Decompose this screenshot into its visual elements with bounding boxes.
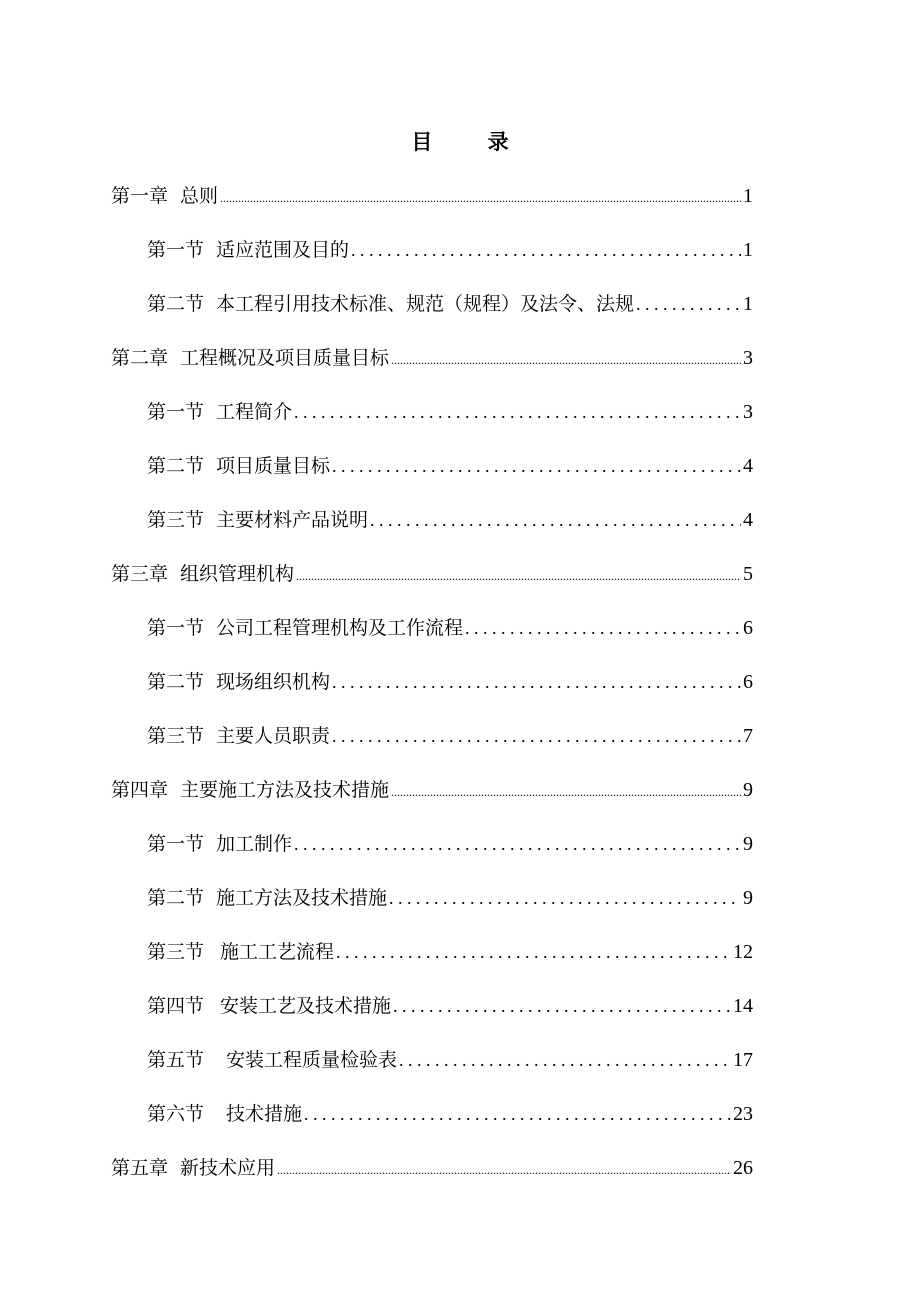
toc-dot-leader [294, 398, 741, 426]
toc-entry-text: 技术措施 [226, 1103, 303, 1125]
toc-entry-section[interactable] [147, 1100, 753, 1128]
toc-entry-section[interactable] [147, 1046, 753, 1074]
toc-dot-leader [636, 290, 741, 318]
toc-entry-text: 现场组织机构 [216, 671, 331, 693]
toc-entry-section[interactable] [147, 398, 753, 426]
toc-entry-text: 主要人员职责 [216, 725, 331, 747]
toc-dot-leader [389, 884, 741, 912]
toc-entry-page: 1 [743, 185, 753, 207]
toc-entry-text: 项目质量目标 [216, 455, 331, 477]
toc-entry-text: 施工工艺流程 [220, 941, 335, 963]
toc-title: 目 录 [411, 129, 533, 154]
toc-dot-leader [336, 938, 731, 966]
toc-entry-text: 安装工艺及技术措施 [220, 995, 392, 1017]
toc-entry-section[interactable] [147, 884, 753, 912]
toc-entry-chapter[interactable] [111, 776, 753, 804]
toc-entry-section[interactable] [147, 506, 753, 534]
toc-entry-section[interactable] [147, 668, 753, 696]
toc-entry-page: 9 [743, 833, 753, 855]
toc-dot-leader [370, 506, 741, 534]
toc-dot-leader [399, 1046, 731, 1074]
toc-entry-text: 加工制作 [216, 833, 293, 855]
toc-entry-page: 1 [743, 293, 753, 315]
toc-entry-text: 工程概况及项目质量目标 [180, 347, 390, 369]
toc-entry-section[interactable] [147, 938, 753, 966]
toc-entry-text: 总则 [180, 185, 219, 207]
toc-dot-leader [391, 346, 741, 374]
toc-entry-label: 第三节 [147, 509, 205, 531]
toc-entry-page: 26 [733, 1157, 753, 1179]
toc-dot-leader [277, 1156, 731, 1184]
toc-entry-page: 3 [743, 401, 753, 423]
toc-entry-label: 第二节 [147, 671, 205, 693]
toc-dot-leader [391, 778, 741, 806]
toc-entry-label: 第三节 [147, 941, 205, 963]
toc-entry-chapter[interactable] [111, 182, 753, 210]
toc-entry-page: 3 [743, 347, 753, 369]
toc-entry-page: 6 [743, 617, 753, 639]
toc-entry-chapter[interactable] [111, 1154, 753, 1182]
toc-dot-leader [220, 184, 741, 212]
toc-entry-label: 第四节 [147, 995, 205, 1017]
toc-entry-label: 第一节 [147, 617, 205, 639]
toc-entry-text: 新技术应用 [180, 1157, 276, 1179]
toc-entry-page: 9 [743, 779, 753, 801]
toc-entry-section[interactable] [147, 830, 753, 858]
toc-dot-leader [332, 722, 741, 750]
toc-entry-label: 第一章 [111, 185, 169, 207]
toc-entry-page: 17 [733, 1049, 753, 1071]
toc-entry-label: 第二节 [147, 293, 205, 315]
toc-entry-text: 公司工程管理机构及工作流程 [216, 617, 464, 639]
toc-entry-label: 第二节 [147, 455, 205, 477]
toc-entry-text: 安装工程质量检验表 [226, 1049, 398, 1071]
toc-entry-label: 第二章 [111, 347, 169, 369]
toc-entry-section[interactable] [147, 992, 753, 1020]
toc-entry-label: 第六节 [147, 1103, 205, 1125]
toc-dot-leader [332, 452, 741, 480]
toc-entry-page: 1 [743, 239, 753, 261]
toc-entry-label: 第五章 [111, 1157, 169, 1179]
toc-entry-section[interactable] [147, 722, 753, 750]
toc-dot-leader [393, 992, 731, 1020]
toc-dot-leader [296, 562, 741, 590]
toc-entry-text: 适应范围及目的 [216, 239, 350, 261]
toc-entry-chapter[interactable] [111, 344, 753, 372]
toc-entry-section[interactable] [147, 614, 753, 642]
toc-entry-label: 第二节 [147, 887, 205, 909]
toc-entry-page: 9 [743, 887, 753, 909]
toc-entry-text: 工程简介 [216, 401, 293, 423]
toc-entry-page: 23 [733, 1103, 753, 1125]
toc-entry-label: 第五节 [147, 1049, 205, 1071]
toc-dot-leader [294, 830, 741, 858]
toc-entry-text: 主要材料产品说明 [216, 509, 369, 531]
toc-dot-leader [304, 1100, 731, 1128]
toc-entry-page: 4 [743, 455, 753, 477]
toc-entry-label: 第一节 [147, 401, 205, 423]
toc-entry-label: 第四章 [111, 779, 169, 801]
toc-entry-page: 14 [733, 995, 753, 1017]
toc-dot-leader [465, 614, 741, 642]
toc-entry-page: 6 [743, 671, 753, 693]
toc-entry-text: 本工程引用技术标准、规范（规程）及法令、法规 [216, 293, 635, 315]
toc-entry-label: 第三节 [147, 725, 205, 747]
toc-entry-label: 第一节 [147, 239, 205, 261]
toc-entry-label: 第一节 [147, 833, 205, 855]
toc-dot-leader [351, 236, 741, 264]
toc-dot-leader [332, 668, 741, 696]
toc-entry-text: 组织管理机构 [180, 563, 295, 585]
toc-entry-page: 7 [743, 725, 753, 747]
toc-entry-section[interactable] [147, 290, 753, 318]
toc-entry-page: 4 [743, 509, 753, 531]
toc-entry-text: 施工方法及技术措施 [216, 887, 388, 909]
toc-entry-section[interactable] [147, 452, 753, 480]
toc-entry-chapter[interactable] [111, 560, 753, 588]
toc-entry-label: 第三章 [111, 563, 169, 585]
toc-entry-page: 12 [733, 941, 753, 963]
toc-entry-text: 主要施工方法及技术措施 [180, 779, 390, 801]
toc-entry-page: 5 [743, 563, 753, 585]
toc-entry-section[interactable] [147, 236, 753, 264]
